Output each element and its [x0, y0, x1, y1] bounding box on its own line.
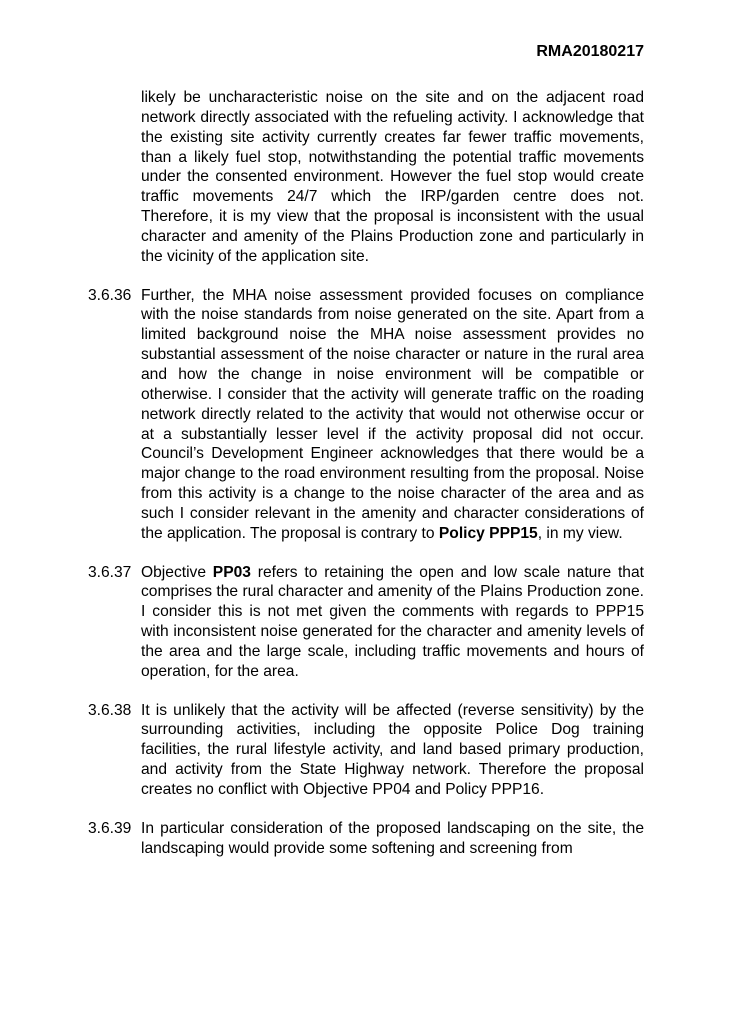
paragraph-3-6-37 — [88, 563, 644, 682]
paragraph-text: It is unlikely that the activity will be affected (reverse sensitivity) by the surrounding activities, including the opposite Police Dog training facilities, the rural lifestyle activity, and land based primary production, and activity from the State Highway network. Therefore the proposal creates no conflict with Objective PP04 and Policy PPP16. — [141, 701, 644, 798]
objective-reference: PP03 — [212, 563, 251, 581]
paragraph-text: likely be uncharacteristic noise on the site and on the adjacent road network directly associated with the refueling activity. I acknowledge that the existing site activity currently creates far fewer traffic movements, than a likely fuel stop, notwithstanding the potential traffic movements under the consented environment. However the fuel stop would create traffic movements 24/7 which the IRP/garden centre does not. Therefore, it is my view that the proposal is inconsistent with the usual character and amenity of the Plains Production zone and particularly in the vicinity of the application site. — [141, 89, 644, 265]
policy-reference: Policy PPP15 — [438, 524, 538, 542]
paragraph-continued — [88, 88, 644, 267]
paragraph-3-6-38 — [88, 701, 644, 800]
paragraph-3-6-36 — [88, 286, 644, 544]
paragraph-3-6-39 — [88, 819, 644, 859]
document-reference: RMA20180217 — [536, 43, 644, 60]
paragraph-number: 3.6.37 — [88, 563, 132, 581]
paragraph-text-start: Objective — [141, 563, 213, 581]
paragraph-number: 3.6.38 — [88, 701, 132, 719]
paragraph-number: 3.6.36 — [88, 286, 132, 304]
paragraph-text-end: , in my view. — [537, 524, 623, 542]
document-body — [88, 88, 644, 878]
paragraph-number: 3.6.39 — [88, 819, 132, 837]
paragraph-text: Further, the MHA noise assessment provided focuses on compliance with the noise standards from noise generated on the site. Apart from a limited background noise the MHA noise assessment provides no substantial assessment of the noise character or nature in the rural area and how the change in noise environment will be compatible or otherwise. I consider that the activity will generate traffic on the roading network directly related to the activity that would not otherwise occur or at a substantially lesser level if the activity proposal did not occur. Council’s Development Engineer acknowledges that there would be a major change to the road environment resulting from the proposal. Noise from this activity is a change to the noise character of the area and as such I consider relevant in the amenity and character considerations of the application. The proposal is contrary to — [141, 286, 644, 542]
paragraph-text: refers to retaining the open and low scale nature that comprises the rural character and amenity of the Plains Production zone. I consider this is not met given the comments with regards to PPP15 with inconsistent noise generated for the character and amenity levels of the area and the large scale, including traffic movements and hours of operation, for the area. — [141, 563, 644, 680]
paragraph-text: In particular consideration of the proposed landscaping on the site, the landscaping would provide some softening and screening from — [141, 819, 644, 857]
